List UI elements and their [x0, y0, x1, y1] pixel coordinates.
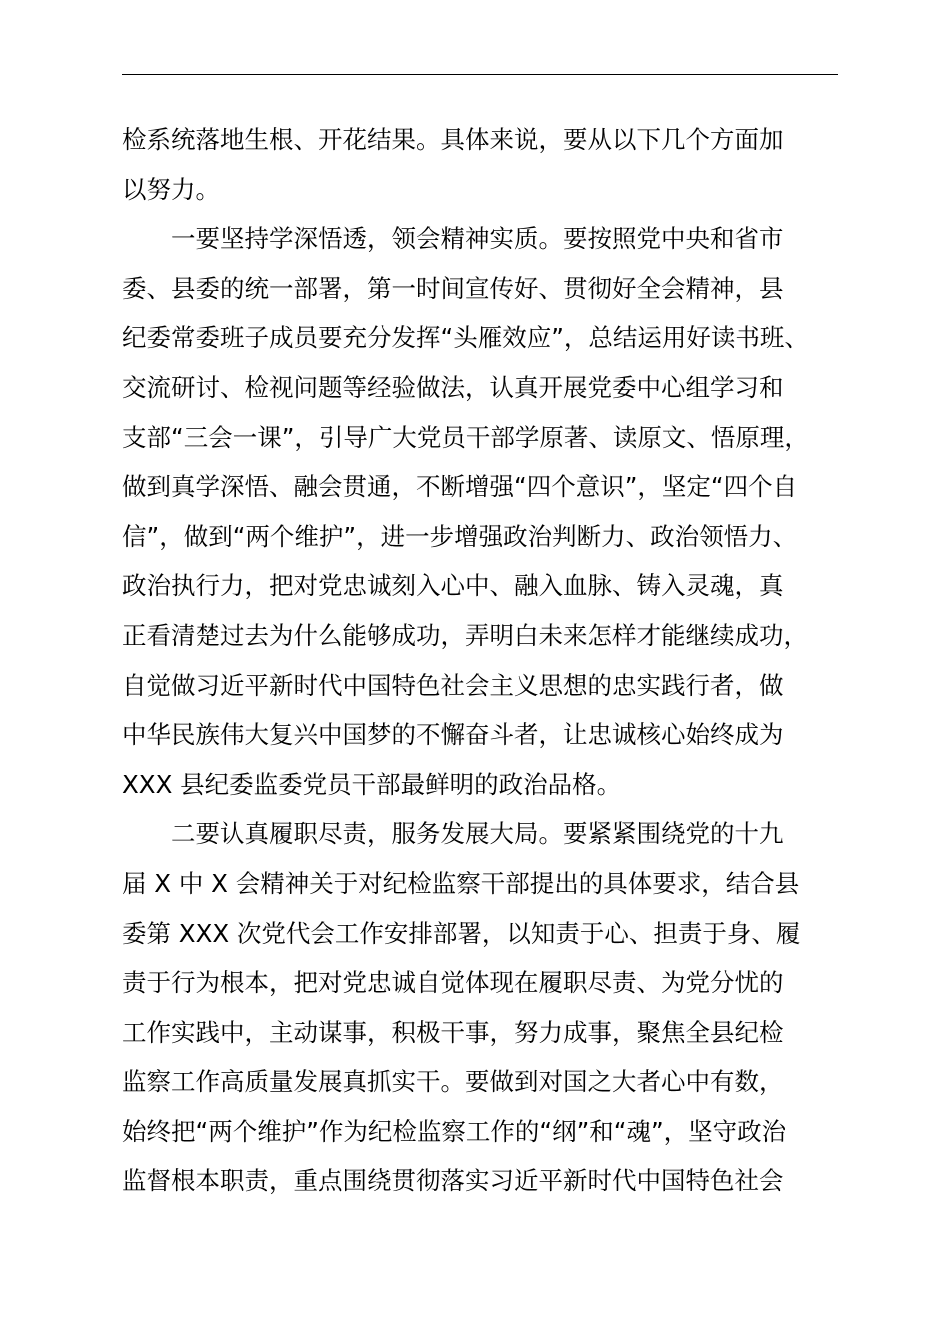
document-body [122, 123, 842, 1214]
text-line: 二要认真履职尽责，服务发展大局。要紧紧围绕党的十九 [171, 819, 784, 849]
text-line: 工作实践中，主动谋事，积极干事，努力成事，聚焦全县纪检 [122, 1017, 784, 1047]
text-line: 交流研讨、检视问题等经验做法，认真开展党委中心组学习和 [122, 372, 784, 402]
text-line: 中华民族伟大复兴中国梦的不懈奋斗者，让忠诚核心始终成为 [122, 720, 784, 750]
text-line: 支部“三会一课”，引导广大党员干部学原著、读原文、悟原理， [122, 422, 809, 452]
text-line: 以努力。 [122, 174, 220, 204]
header-rule [122, 74, 838, 75]
text-line: 监督根本职责，重点围绕贯彻落实习近平新时代中国特色社会 [122, 1166, 784, 1196]
text-line: 责于行为根本，把对党忠诚自觉体现在履职尽责、为党分忧的 [122, 968, 784, 998]
text-line: 一要坚持学深悟透，领会精神实质。要按照党中央和省市 [171, 224, 784, 254]
text-line: 监察工作高质量发展真抓实干。要做到对国之大者心中有数， [122, 1067, 784, 1097]
text-line: XXX 县纪委监委党员干部最鲜明的政治品格。 [122, 769, 622, 799]
text-line: 正看清楚过去为什么能够成功，弄明白未来怎样才能继续成功， [122, 620, 808, 650]
text-line: 始终把“两个维护”作为纪检监察工作的“纲”和“魂”，坚守政治 [122, 1116, 787, 1146]
text-line: 做到真学深悟、融会贯通，不断增强“四个意识”，坚定“四个自 [122, 472, 798, 502]
text-line: 政治执行力，把对党忠诚刻入心中、融入血脉、铸入灵魂，真 [122, 571, 784, 601]
text-line: 信”，做到“两个维护”，进一步增强政治判断力、政治领悟力、 [122, 521, 798, 551]
text-line: 届 X 中 X 会精神关于对纪检监察干部提出的具体要求，结合县 [122, 868, 800, 898]
text-line: 纪委常委班子成员要充分发挥“头雁效应”，总结运用好读书班、 [122, 323, 809, 353]
text-line: 委第 XXX 次党代会工作安排部署，以知责于心、担责于身、履 [122, 918, 801, 948]
text-line: 检系统落地生根、开花结果。具体来说，要从以下几个方面加 [122, 125, 784, 154]
text-line: 自觉做习近平新时代中国特色社会主义思想的忠实践行者，做 [122, 670, 784, 700]
text-line: 委、县委的统一部署，第一时间宣传好、贯彻好全会精神，县 [122, 273, 784, 303]
